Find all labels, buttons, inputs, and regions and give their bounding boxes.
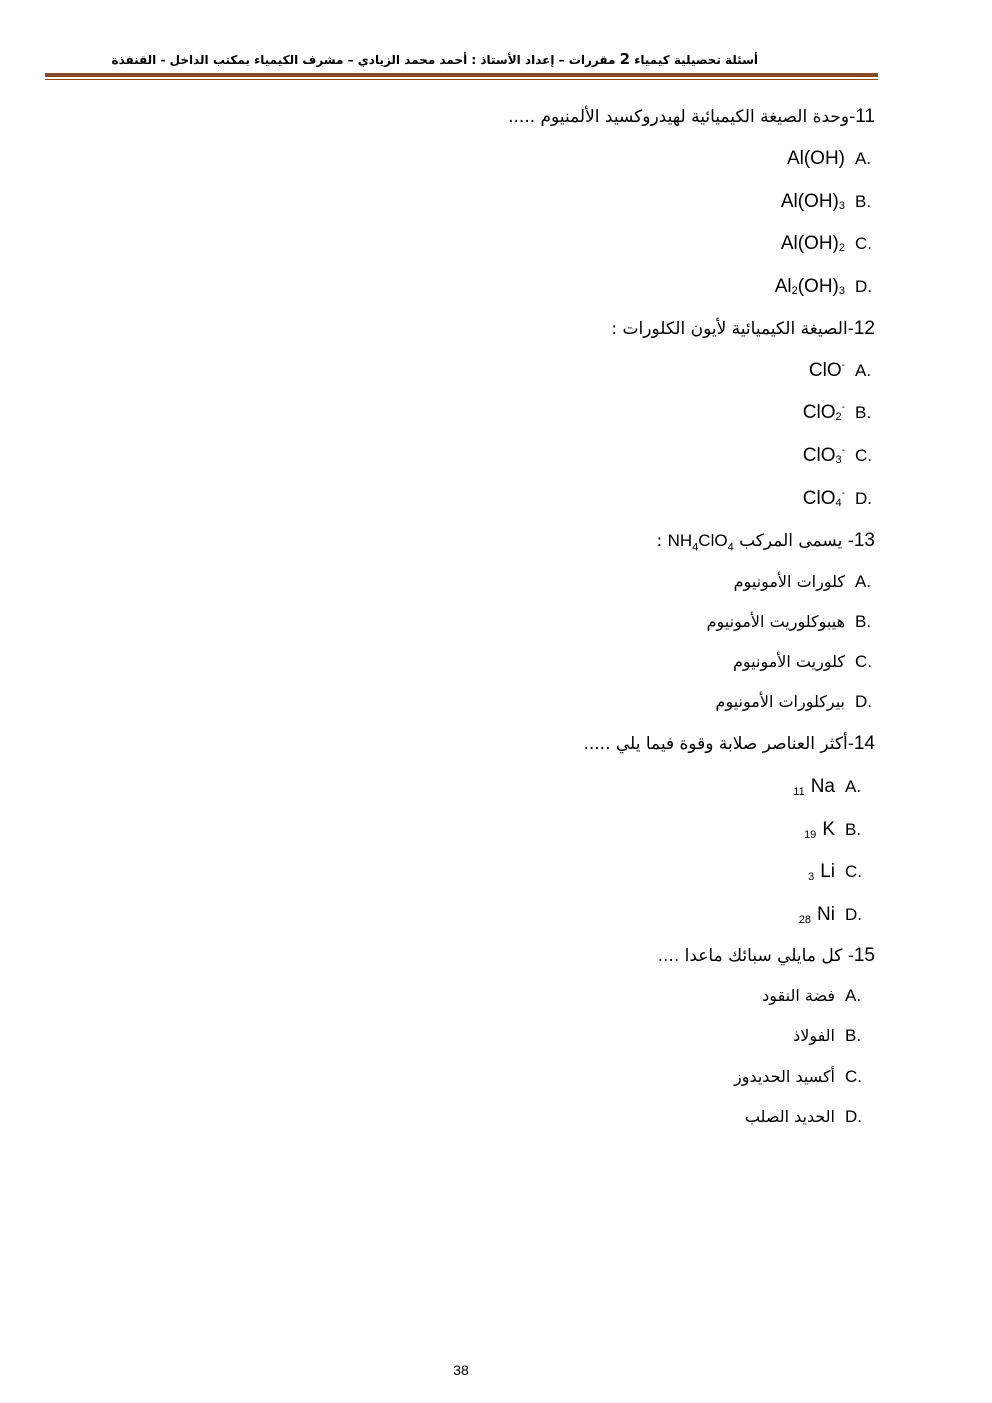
question-12: 12-الصيغة الكيميائية لأيون الكلورات :: [611, 318, 875, 339]
q11-option-d: $Al_2(OH)_3$ D.: [774, 276, 872, 297]
header-rule-thin: [45, 79, 878, 80]
question-15-text: كل مايلي سبائك ماعدا ....: [657, 946, 843, 966]
question-13: 13- يسمى المركب $NH_4ClO_4$ :: [656, 530, 875, 554]
q13-option-d: بيركلورات الأمونيوم D.: [715, 692, 872, 711]
q13-option-c: كلوريت الأمونيوم C.: [732, 652, 872, 671]
header-title: أسئلة تحصيلية كيمياء: [634, 53, 758, 67]
header-course-count: 2: [619, 50, 631, 68]
q15-option-c: أكسيد الحديدوز C.: [734, 1067, 862, 1086]
q12-option-d: ClO$_4$- D.: [802, 488, 872, 509]
q12-option-b: ClO$_2$- B.: [802, 402, 872, 423]
q11-option-c: $Al(OH)_2$ C.: [780, 233, 872, 254]
q14-option-c: 3 Li C.: [808, 861, 862, 883]
q15-option-b: الفولاذ B.: [793, 1026, 862, 1045]
q15-option-d: الحديد الصلب D.: [744, 1107, 862, 1126]
header-rule-thick: [45, 73, 878, 77]
q14-option-d: 28 Ni D.: [798, 904, 862, 926]
question-11-text: وحدة الصيغة الكيميائية لهيدروكسيد الألمنيوم .....: [508, 107, 850, 127]
question-15: 15- كل مايلي سبائك ماعدا ....: [657, 945, 875, 966]
q13-option-a: كلورات الأمونيوم A.: [733, 572, 872, 591]
q14-option-b: 19 K B.: [804, 819, 862, 841]
page-header: [0, 50, 758, 68]
question-12-text: الصيغة الكيميائية لأيون الكلورات :: [611, 319, 848, 339]
q13-option-b: هيبوكلوريت الأمونيوم B.: [706, 612, 872, 631]
page-number: 38: [453, 1362, 469, 1378]
question-13-text: يسمى المركب: [739, 531, 843, 551]
q15-option-a: فضة النقود A.: [762, 986, 862, 1005]
question-14-text: أكثر العناصر صلابة وقوة فيما يلي .....: [583, 734, 848, 754]
q12-option-c: ClO$_3$- C.: [802, 445, 872, 466]
question-13-compound: $NH_4ClO_4$: [667, 531, 734, 554]
question-14: 14-أكثر العناصر صلابة وقوة فيما يلي .....: [583, 733, 875, 754]
q12-option-a: ClO- A.: [808, 360, 872, 381]
q11-option-b: $Al(OH)_3$ B.: [780, 191, 872, 212]
question-11: 11-وحدة الصيغة الكيميائية لهيدروكسيد الألمنيوم .....: [508, 106, 875, 127]
header-author: مقررات – إعداد الأستاذ : أحمد محمد الزيادي – مشرف الكيمياء بمكتب الداخل - القنفذة: [111, 53, 616, 67]
q14-option-a: 11 Na A.: [793, 776, 862, 798]
q11-option-a: Al(OH) A.: [786, 148, 872, 169]
